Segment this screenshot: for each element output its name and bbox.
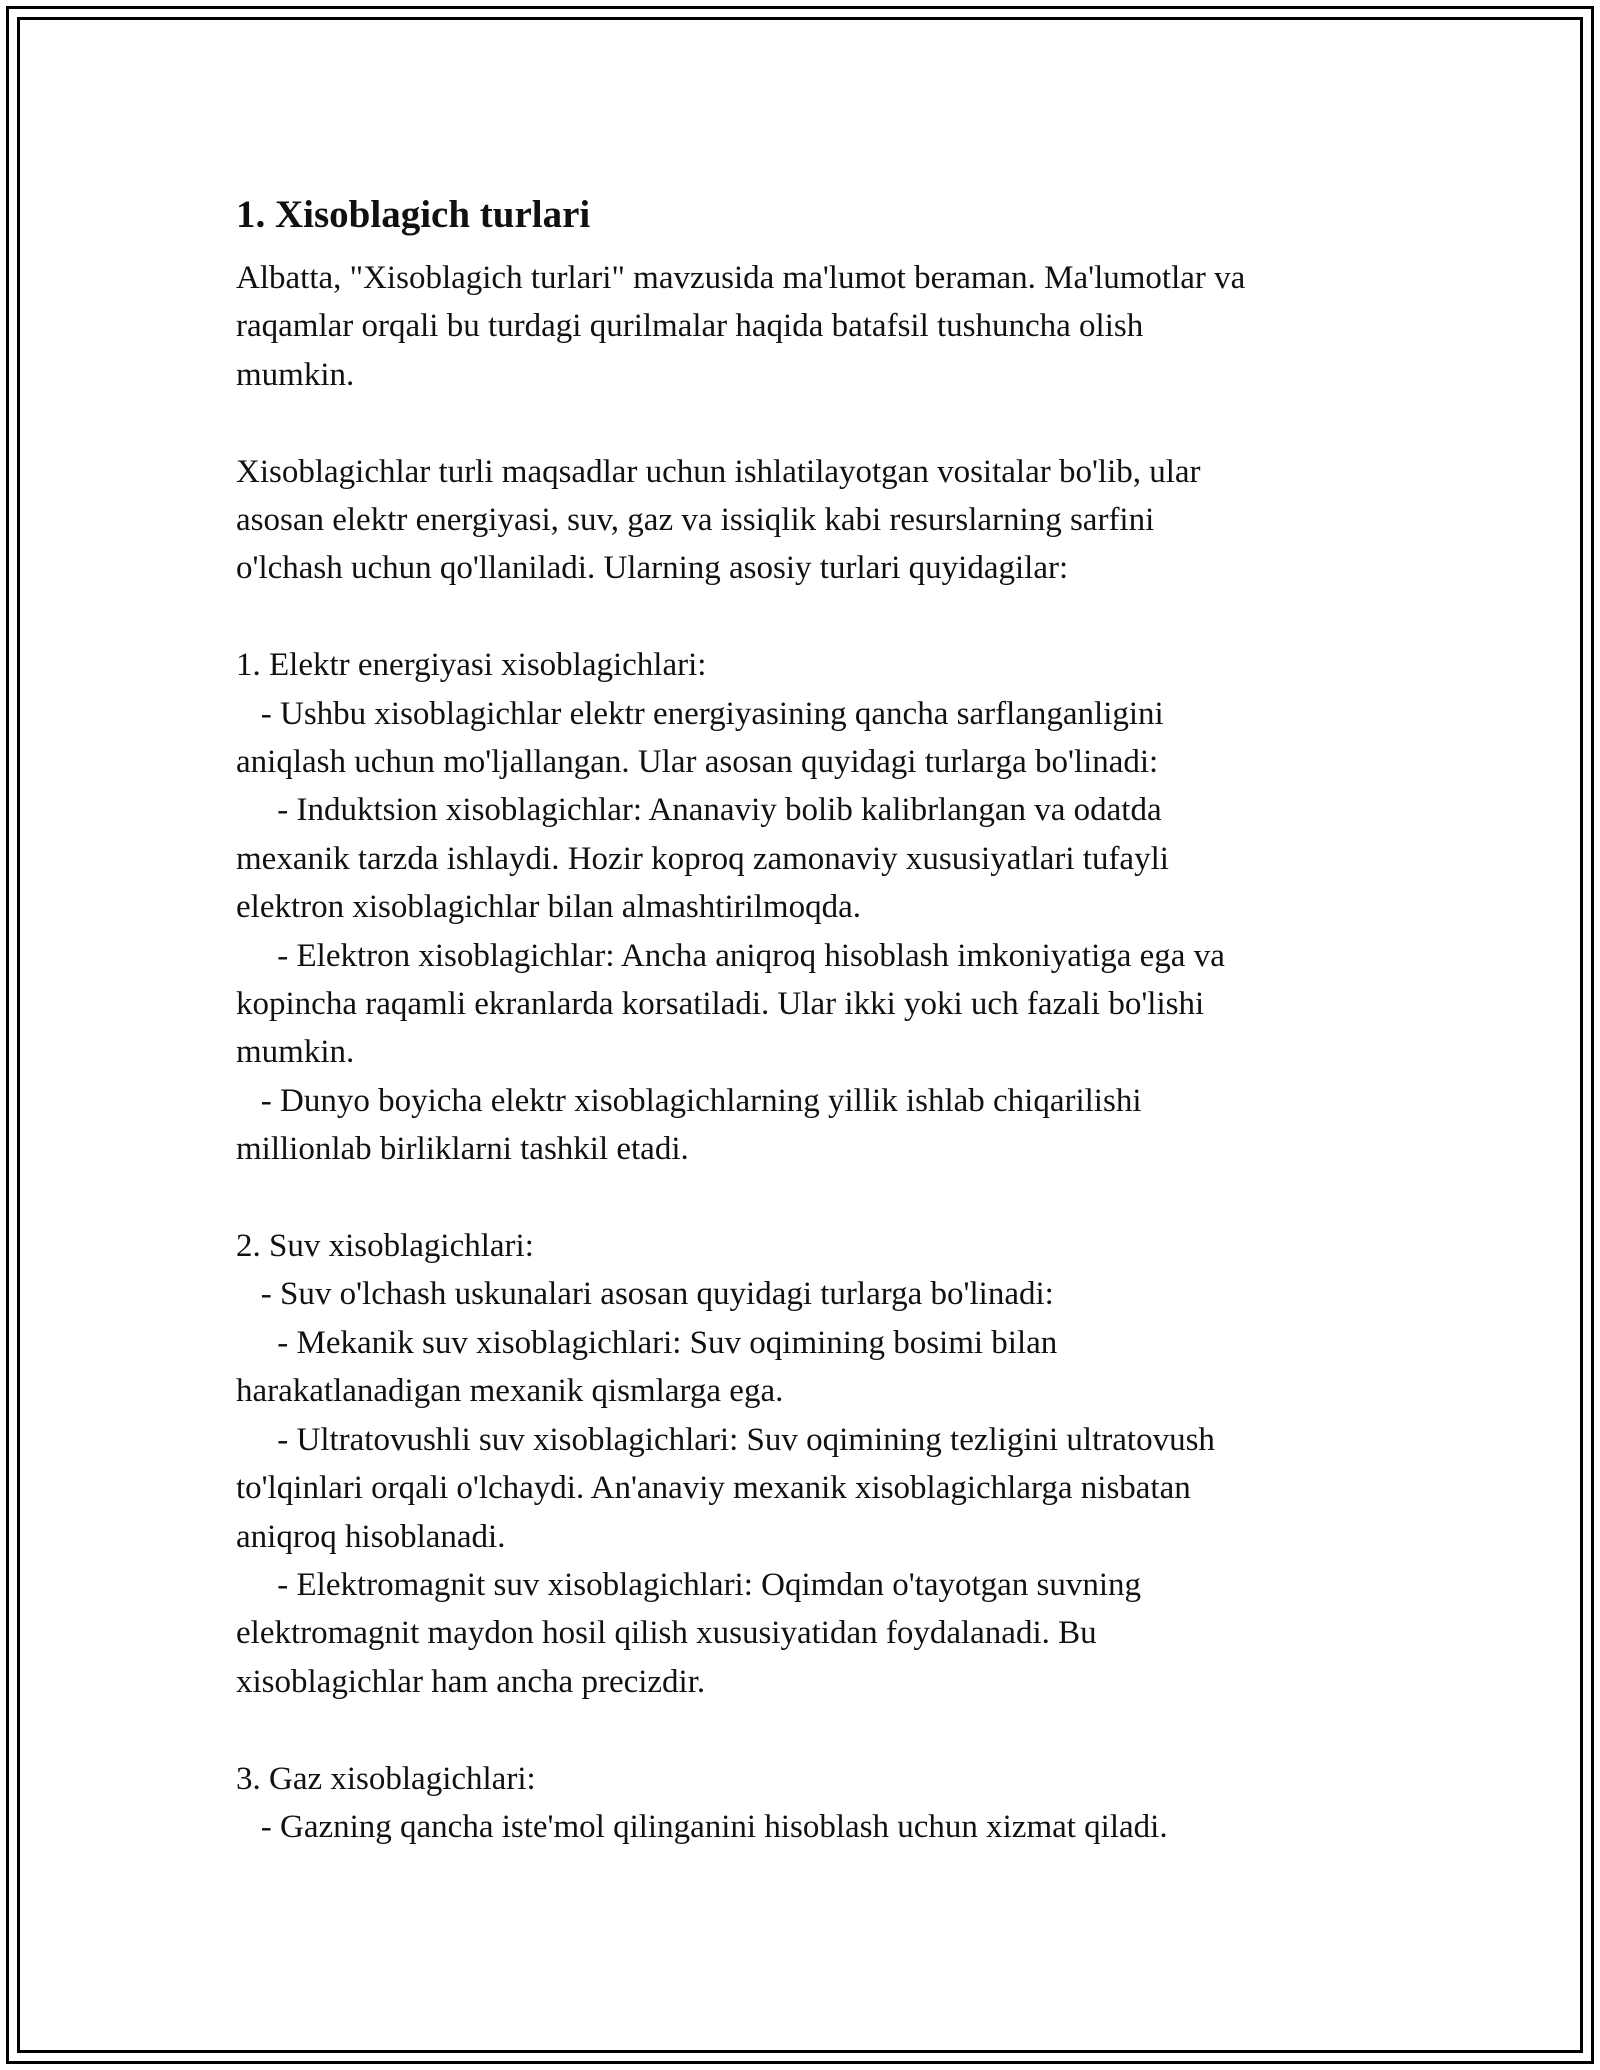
- section-gas-meters: [236, 1755, 1386, 1852]
- text-line: to'lqinlari orqali o'lchaydi. An'anaviy mexanik xisoblagichlarga nisbatan: [236, 1470, 1191, 1507]
- paragraph-gap: [236, 1174, 1386, 1222]
- list-item: - Mekanik suv xisoblagichlari: Suv oqimining bosimi bilan: [236, 1324, 1058, 1361]
- paragraph-gap: [236, 593, 1386, 641]
- text-line: xisoblagichlar ham ancha precizdir.: [236, 1663, 706, 1700]
- text-line: raqamlar orqali bu turdagi qurilmalar haqida batafsil tushuncha olish: [236, 308, 1144, 345]
- section-heading: 3. Gaz xisoblagichlari:: [236, 1760, 536, 1797]
- section-electricity-meters: [236, 641, 1386, 1173]
- text-line: harakatlanadigan mexanik qismlarga ega.: [236, 1373, 784, 1410]
- text-line: kopincha raqamli ekranlarda korsatiladi. Ular ikki yoki uch fazali bo'lishi: [236, 986, 1205, 1023]
- text-line: Xisoblagichlar turli maqsadlar uchun ishlatilayotgan vositalar bo'lib, ular: [236, 453, 1201, 490]
- text-line: mumkin.: [236, 1034, 355, 1071]
- text-line: aniqroq hisoblanadi.: [236, 1518, 506, 1555]
- section-water-meters: [236, 1222, 1386, 1706]
- text-line: Albatta, "Xisoblagich turlari" mavzusida ma'lumot beraman. Ma'lumotlar va: [236, 260, 1246, 296]
- paragraph-gap: [236, 399, 1386, 447]
- text-line: aniqlash uchun mo'ljallangan. Ular asosan quyidagi turlarga bo'linadi:: [236, 744, 1159, 781]
- text-line: asosan elektr energiyasi, suv, gaz va issiqlik kabi resurslarning sarfini: [236, 502, 1155, 539]
- document-title: 1. Xisoblagich turlari: [236, 193, 591, 236]
- text-line: mumkin.: [236, 356, 355, 393]
- list-item: - Gazning qancha iste'mol qilinganini hisoblash uchun xizmat qiladi.: [236, 1808, 1168, 1845]
- list-item: - Elektron xisoblagichlar: Ancha aniqroq hisoblash imkoniyatiga ega va: [236, 937, 1225, 974]
- text-line: o'lchash uchun qo'llaniladi. Ularning asosiy turlari quyidagilar:: [236, 550, 1069, 587]
- list-item: - Ushbu xisoblagichlar elektr energiyasining qancha sarflanganligini: [236, 695, 1164, 732]
- text-line: elektromagnit maydon hosil qilish xususiyatidan foydalanadi. Bu: [236, 1615, 1097, 1652]
- document-body: [236, 254, 1386, 1851]
- paragraph-gap: [236, 1706, 1386, 1754]
- text-line: millionlab birliklarni tashkil etadi.: [236, 1131, 689, 1168]
- paragraph-intro: [236, 254, 1386, 399]
- text-line: elektron xisoblagichlar bilan almashtirilmoqda.: [236, 889, 862, 926]
- section-heading: 1. Elektr energiyasi xisoblagichlari:: [236, 647, 707, 684]
- document-page: [236, 190, 1386, 1851]
- text-line: mexanik tarzda ishlaydi. Hozir koproq zamonaviy xususiyatlari tufayli: [236, 840, 1169, 877]
- section-heading: 2. Suv xisoblagichlari:: [236, 1228, 534, 1265]
- list-item: - Ultratovushli suv xisoblagichlari: Suv oqimining tezligini ultratovush: [236, 1421, 1215, 1458]
- paragraph-overview: [236, 448, 1386, 593]
- list-item: - Elektromagnit suv xisoblagichlari: Oqimdan o'tayotgan suvning: [236, 1566, 1142, 1603]
- list-item: - Dunyo boyicha elektr xisoblagichlarning yillik ishlab chiqarilishi: [236, 1082, 1142, 1119]
- list-item: - Suv o'lchash uskunalari asosan quyidagi turlarga bo'linadi:: [236, 1276, 1054, 1313]
- list-item: - Induktsion xisoblagichlar: Ananaviy bolib kalibrlangan va odatda: [236, 792, 1162, 829]
